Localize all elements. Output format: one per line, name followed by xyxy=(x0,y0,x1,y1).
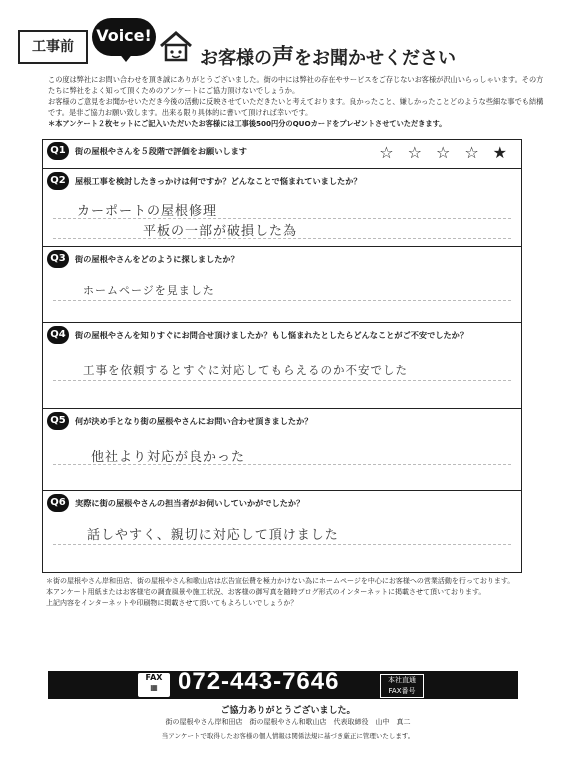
question-number: Q5 xyxy=(47,412,69,430)
voice-bubble-tail xyxy=(118,52,134,62)
answer-guide-line xyxy=(53,464,511,465)
answer-guide-line xyxy=(53,300,511,301)
answer-guide-line xyxy=(53,380,511,381)
answer-guide-line xyxy=(53,238,511,239)
privacy-note: 当アンケートで取得したお客様の個人情報は関係法規に基づき厳正に管理いたします。 xyxy=(161,732,415,740)
house-icon xyxy=(158,28,194,64)
question-text: 街の屋根やさんをどのように探しましたか？ xyxy=(75,253,239,264)
question-text: 街の屋根やさんを５段階で評価をお願いします xyxy=(75,145,247,156)
star-outline-icon: ☆ xyxy=(464,143,479,162)
question-text: 何が決め手となり街の屋根やさんにお問い合わせ頂きましたか？ xyxy=(75,415,313,426)
answer-guide-line xyxy=(53,544,511,545)
question-number: Q3 xyxy=(47,250,69,268)
answer-guide-line xyxy=(53,218,511,219)
rating-stars xyxy=(379,143,507,162)
thanks-message: ご協力ありがとうございました。 xyxy=(220,706,356,716)
question-5 xyxy=(43,410,521,491)
question-6 xyxy=(43,492,521,572)
answer-handwritten: 他社より対応が良かった xyxy=(91,450,246,465)
question-1 xyxy=(43,140,521,169)
answer-handwritten: カーポートの屋根修理 xyxy=(77,204,218,219)
question-number: Q1 xyxy=(47,142,69,160)
star-outline-icon: ☆ xyxy=(379,143,394,162)
fax-label: 本社直通 FAX番号 xyxy=(380,674,424,698)
star-filled-icon: ★ xyxy=(492,143,507,162)
question-4 xyxy=(43,324,521,409)
question-text: 実際に街の屋根やさんの担当者がお伺いしていかがでしたか？ xyxy=(75,497,305,508)
question-number: Q4 xyxy=(47,326,69,344)
question-text: 屋根工事を検討したきっかけは何ですか？どんなことで悩まれていましたか？ xyxy=(75,175,362,186)
question-2 xyxy=(43,170,521,247)
star-outline-icon: ☆ xyxy=(435,143,451,162)
footer-notes: ＊街の屋根やさん岸和田店、街の屋根やさん和歌山店は広告宣伝費を極力かけない為にホームページを中心にお客様への営業活動を行っております。 本アンケート用紙またはお客様宅の調査風景や施工状況、お客様の御写真を随時ブログ形式のインターネットに掲載させて頂いております。 上記内容をインターネットや印刷物に掲載させて頂いてもよろしいでしょうか？ xyxy=(46,577,515,607)
before-construction-tag: 工事前 xyxy=(18,30,88,64)
voice-bubble: Voice! xyxy=(92,18,156,56)
question-text: 街の屋根やさんを知りすぐにお問合せ頂けましたか？もし悩まれたとしたらどんなことがご不安でしたか？ xyxy=(75,329,469,340)
answer-handwritten: 平板の一部が破損した為 xyxy=(143,224,298,239)
intro-text: この度は弊社にお問い合わせを頂き誠にありがとうございました。街の中には弊社の存在やサービスをご存じないお客様が沢山いらっしゃいます。その方たちに弊社をよく知って頂くためのアンケートにご協力頂けないでしょうか。 お客様のご意見をお聞かせいただき今後の活動に反映させていただきたいと考えております。良かったこと、嫌しかったことどのような些細な事でも結構です。是非ご協力お願い致します。出来る限り具体的に書いて頂ければ幸いです。 ＊本アンケート２枚セットにご記入いただいたお客様には工事後500円分のQUOカードをプレゼントさせていただきます。 xyxy=(48,75,544,128)
survey-form xyxy=(42,139,522,573)
fax-number: 072-443-7646 xyxy=(178,668,340,695)
sender-info: 街の屋根やさん岸和田店 街の屋根やさん和歌山店 代表取締役 山中 真二 xyxy=(165,718,411,726)
page-title: お客様の声をお聞かせください xyxy=(200,45,457,70)
star-outline-icon: ☆ xyxy=(407,143,422,162)
fax-machine-icon: FAX ▦ xyxy=(138,673,170,697)
question-3 xyxy=(43,248,521,323)
answer-handwritten: ホームページを見ました xyxy=(83,284,215,297)
question-number: Q6 xyxy=(47,494,69,512)
answer-handwritten: 工事を依頼するとすぐに対応してもらえるのか不安でした xyxy=(83,363,408,377)
question-number: Q2 xyxy=(47,172,69,190)
answer-handwritten: 話しやすく、親切に対応して頂けました xyxy=(87,528,339,543)
